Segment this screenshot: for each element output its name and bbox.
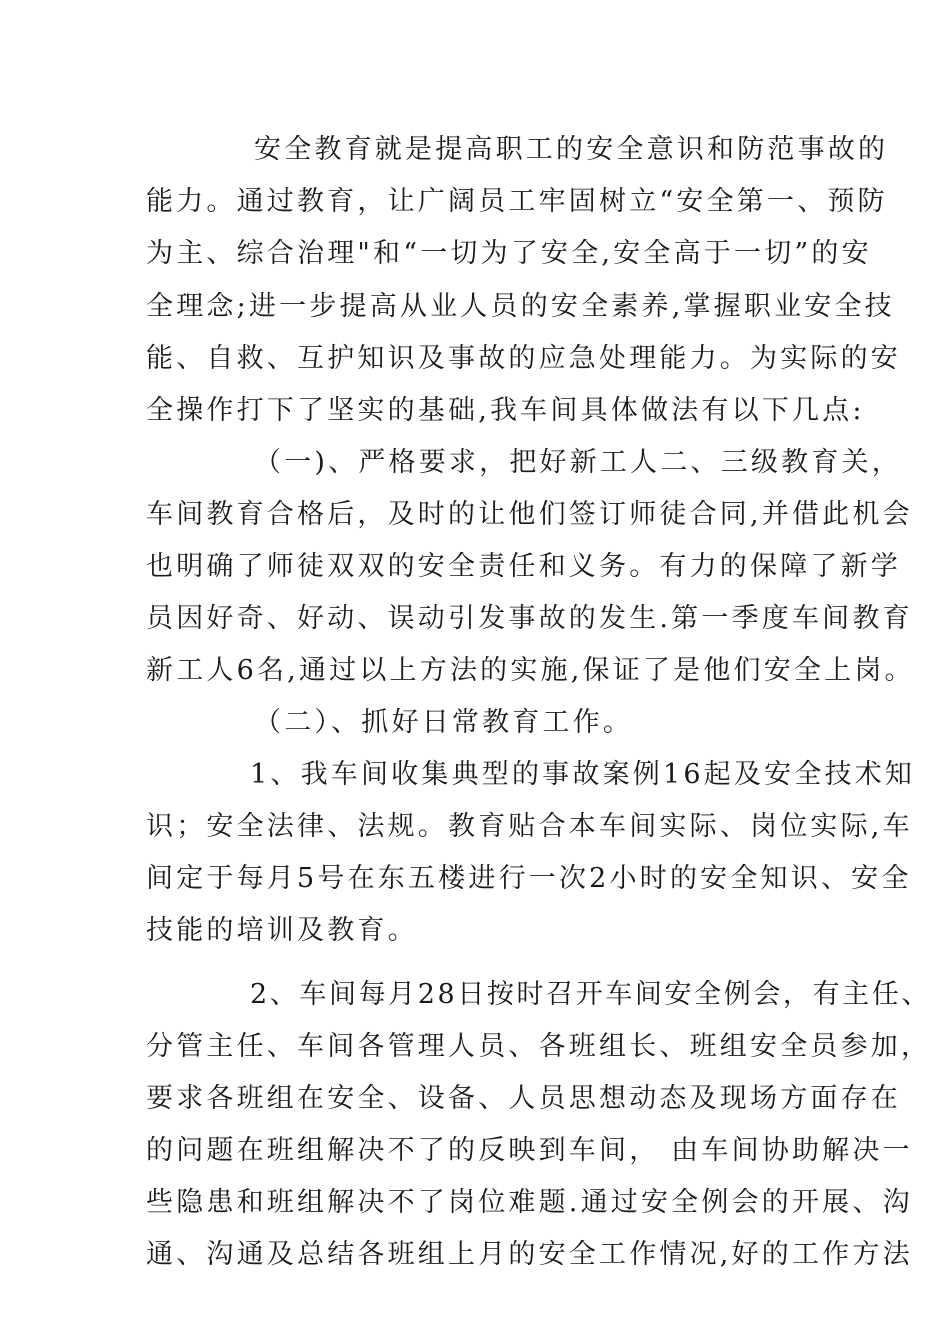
section-heading: （二）、抓好日常教育工作。	[254, 707, 634, 738]
paragraph-line: 的问题在班组解决不了的反映到车间， 由车间协助解决一	[146, 1135, 913, 1166]
paragraph-line: 为主、综合治理"和“一切为了安全,安全高于一切”的安	[146, 238, 872, 269]
paragraph-line: 能、自救、互护知识及事故的应急处理能力。为实际的安	[146, 343, 901, 374]
paragraph-line: 通、沟通及总结各班组上月的安全工作情况,好的工作方法	[146, 1239, 913, 1270]
paragraph-line: 能力。通过教育，让广阔员工牢固树立“安全第一、预防	[146, 186, 888, 217]
paragraph-line: 1、我车间收集典型的事故案例16起及安全技术知	[250, 759, 916, 790]
paragraph-line: 安全教育就是提高职工的安全意识和防范事故的	[254, 134, 889, 165]
paragraph-line: 间定于每月5号在东五楼进行一次2小时的安全知识、安全	[146, 863, 912, 894]
paragraph-line: 些隐患和班组解决不了岗位难题.通过安全例会的开展、沟	[146, 1187, 913, 1218]
paragraph-line: 要求各班组在安全、设备、人员思想动态及现场方面存在	[146, 1083, 901, 1114]
paragraph-line: 车间教育合格后，及时的让他们签订师徒合同,并借此机会	[146, 499, 913, 530]
paragraph-line: 分管主任、车间各管理人员、各班组长、班组安全员参加，	[146, 1031, 932, 1062]
paragraph-line: 2、车间每月28日按时召开车间安全例会，有主任、	[250, 979, 931, 1010]
paragraph-line: 全理念;进一步提高从业人员的安全素养,掌握职业安全技	[146, 291, 895, 322]
paragraph-line: 技能的培训及教育。	[146, 915, 418, 946]
paragraph-line: 全操作打下了坚实的基础,我车间具体做法有以下几点:	[146, 395, 865, 426]
paragraph-line: 新工人6名,通过以上方法的实施,保证了是他们安全上岗。	[146, 655, 915, 686]
paragraph-line: 也明确了师徒双双的安全责任和义务。有力的保障了新学	[146, 551, 901, 582]
paragraph-line: 员因好奇、好动、误动引发事故的发生.第一季度车间教育	[146, 603, 913, 634]
paragraph-line: （一)、严格要求，把好新工人二、三级教育关，	[254, 447, 902, 478]
paragraph-line: 识；安全法律、法规。教育贴合本车间实际、岗位实际,车	[146, 811, 913, 842]
